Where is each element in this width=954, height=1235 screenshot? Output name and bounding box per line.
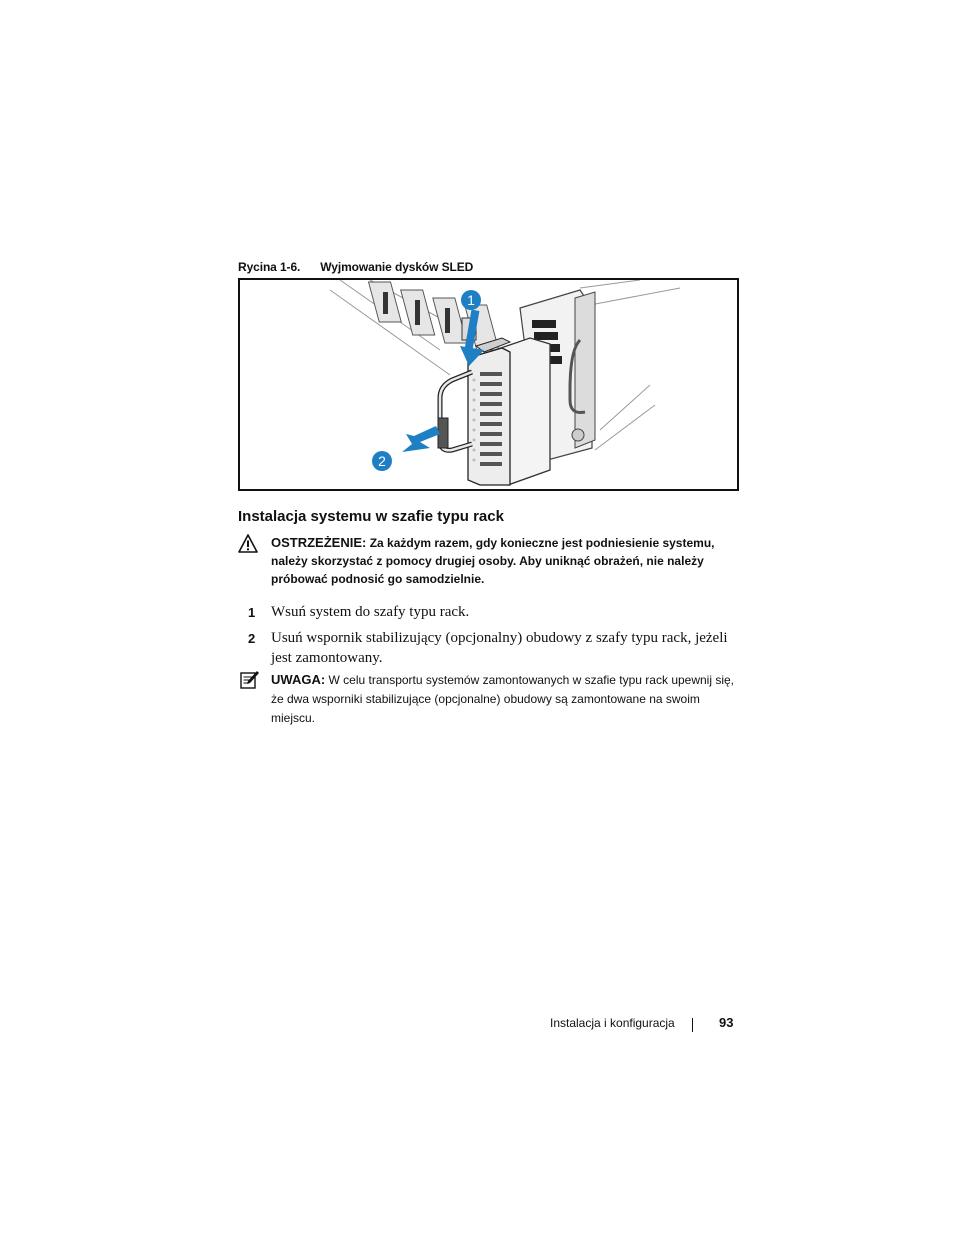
note-block: [271, 670, 741, 728]
note-pencil-icon: [240, 670, 260, 690]
callout-1: 1: [461, 290, 481, 310]
figure-caption-number: Rycina 1-6.: [238, 260, 301, 274]
section-heading: Instalacja systemu w szafie typu rack: [238, 508, 504, 525]
figure-caption-title: Wyjmowanie dysków SLED: [320, 260, 474, 274]
warning-block: [271, 534, 721, 588]
sled-illustration: [240, 280, 737, 489]
warning-label: OSTRZEŻENIE:: [271, 535, 367, 550]
step-number: 1: [248, 605, 256, 620]
step-number: 2: [248, 631, 256, 646]
sled-removal-figure: [238, 278, 739, 491]
step-text: Usuń wspornik stabilizujący (opcjonalny) obudowy z szafy typu rack, jeżeli jest zamontowany.: [271, 630, 728, 666]
warning-text: Za każdym razem, gdy konieczne jest podniesienie systemu, należy skorzystać z pomocy drugiej osoby. Aby uniknąć obrażeń, nie należy próbować podnosić go samodzielnie.: [271, 536, 715, 586]
step-text: Wsuń system do szafy typu rack.: [271, 604, 470, 620]
figure-caption: [238, 260, 473, 274]
page-number: 93: [719, 1015, 734, 1030]
footer-section-title: Instalacja i konfiguracja: [550, 1016, 675, 1030]
warning-triangle-icon: [238, 534, 258, 554]
note-text: W celu transportu systemów zamontowanych w szafie typu rack upewnij się, że dwa wsporniki stabilizujące (opcjonalne) obudowy są zamontowane na swoim miejscu.: [271, 673, 735, 725]
callout-2: 2: [372, 451, 392, 471]
arrow-left-icon: [402, 426, 440, 452]
footer-divider: [692, 1018, 693, 1032]
note-label: UWAGA:: [271, 672, 326, 687]
